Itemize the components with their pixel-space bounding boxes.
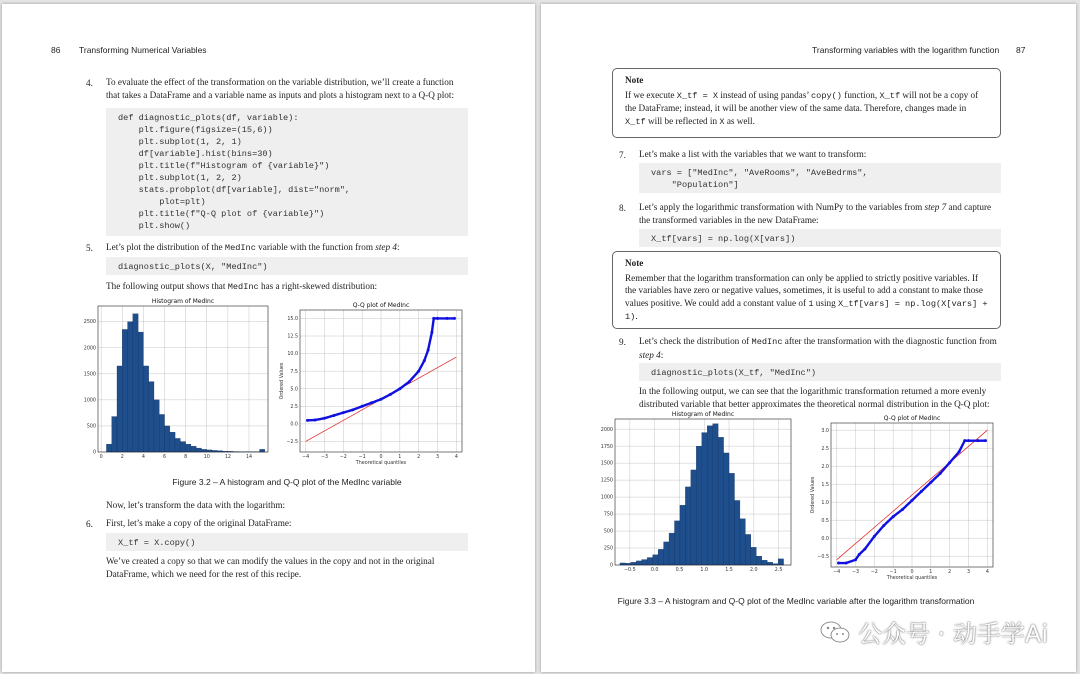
x-tick-label: 2.0 bbox=[749, 568, 758, 573]
y-tick-label: 750 bbox=[603, 512, 613, 518]
histogram-bar bbox=[631, 562, 636, 565]
y-tick-label: 2.0 bbox=[821, 464, 829, 470]
data-point bbox=[873, 535, 876, 538]
data-point bbox=[911, 499, 914, 502]
step-number: 8. bbox=[619, 203, 626, 213]
y-tick-label: −2.5 bbox=[286, 440, 298, 446]
histogram-bar bbox=[718, 437, 723, 565]
data-point bbox=[863, 548, 866, 551]
histogram-bar bbox=[165, 426, 170, 452]
step-text: Let’s check the distribution of MedInc after the transformation with the diagnostic function from step 4: bbox=[639, 336, 997, 360]
x-axis-label: Theoretical quantiles bbox=[355, 461, 407, 466]
code-block: def diagnostic_plots(df, variable): plt.figure(figsize=(15,6)) plt.subplot(1, 2, 1) df[variable].hist(bins=30) plt.title(f"Histogram of {variable}") plt.subplot(1, 2, 2) stats.probplot(df[variable], dist="norm", plot=plt) plt.title(f"Q-Q plot of {variable}") plt.show() bbox=[106, 108, 468, 236]
x-tick-label: 8 bbox=[184, 455, 188, 460]
histogram-bar bbox=[175, 438, 180, 452]
y-tick-label: 2500 bbox=[84, 320, 96, 326]
y-axis-label: Ordered Values bbox=[811, 476, 816, 514]
x-tick-label: 2 bbox=[948, 570, 952, 575]
y-tick-label: 0 bbox=[92, 450, 96, 456]
histogram-bar bbox=[658, 549, 663, 565]
data-point bbox=[389, 393, 392, 396]
histogram-bar bbox=[149, 382, 154, 452]
x-tick-label: 0 bbox=[379, 455, 383, 460]
step-text: Let’s make a list with the variables that we want to transform: bbox=[639, 149, 867, 159]
figure-caption: Figure 3.2 – A histogram and Q-Q plot of the MedInc variable bbox=[172, 477, 402, 487]
histogram-bar bbox=[159, 414, 164, 452]
histogram-bar bbox=[680, 505, 685, 565]
data-point bbox=[432, 317, 435, 320]
histogram-bar bbox=[702, 433, 707, 565]
histogram-bar bbox=[647, 558, 652, 565]
data-point bbox=[314, 419, 317, 422]
y-tick-label: 15.0 bbox=[287, 317, 298, 323]
y-tick-label: 7.5 bbox=[290, 369, 298, 375]
histogram-bar bbox=[729, 473, 734, 565]
histogram-before bbox=[84, 296, 272, 466]
data-point bbox=[417, 370, 420, 373]
histogram-bar bbox=[260, 449, 265, 452]
histogram-bar bbox=[106, 444, 111, 452]
step-text: Let’s plot the distribution of the MedInc variable with the function from step 4: bbox=[106, 242, 400, 253]
y-tick-label: 0.5 bbox=[821, 518, 829, 524]
body-text: The following output shows that MedInc has a right-skewed distribution: bbox=[106, 281, 378, 292]
data-point bbox=[342, 411, 345, 414]
y-tick-label: 1250 bbox=[600, 478, 613, 484]
histogram-bar bbox=[696, 446, 701, 565]
x-tick-label: 0.0 bbox=[650, 568, 659, 573]
x-tick-label: 0.5 bbox=[675, 568, 684, 573]
y-tick-label: 250 bbox=[603, 546, 613, 552]
step-number: 6. bbox=[86, 519, 93, 529]
x-tick-label: 12 bbox=[224, 455, 231, 460]
right-page bbox=[541, 4, 1076, 672]
histogram-bar bbox=[186, 444, 191, 452]
chart-title: Histogram of MedInc bbox=[671, 411, 735, 418]
data-point bbox=[837, 562, 840, 565]
y-tick-label: 5.0 bbox=[290, 387, 298, 393]
y-tick-label: 12.5 bbox=[287, 334, 298, 340]
x-tick-label: 4 bbox=[985, 570, 989, 575]
data-point bbox=[929, 481, 932, 484]
x-tick-label: 2 bbox=[120, 455, 124, 460]
histogram-bar bbox=[180, 442, 185, 452]
histogram-bar bbox=[138, 332, 143, 452]
y-tick-label: 1500 bbox=[600, 461, 613, 467]
y-axis-label: Ordered Values bbox=[280, 362, 285, 400]
y-tick-label: 1750 bbox=[600, 444, 613, 450]
data-point bbox=[948, 461, 951, 464]
data-point bbox=[427, 349, 430, 352]
histogram-bar bbox=[713, 424, 718, 565]
x-tick-label: 10 bbox=[203, 455, 210, 460]
data-point bbox=[361, 405, 364, 408]
data-point bbox=[976, 439, 979, 442]
histogram-bar bbox=[128, 322, 133, 452]
left-page bbox=[2, 4, 535, 672]
y-tick-label: 0 bbox=[609, 563, 613, 569]
histogram-bar bbox=[154, 400, 159, 452]
histogram-bar bbox=[143, 366, 148, 452]
x-tick-label: 0 bbox=[910, 570, 914, 575]
histogram-bar bbox=[691, 470, 696, 565]
histogram-bar bbox=[117, 366, 122, 452]
x-tick-label: 2.5 bbox=[774, 568, 783, 573]
step-text: To evaluate the effect of the transformation on the variable distribution, we’ll create a function that takes a DataFrame and a variable name as inputs and plots a histogram next to a Q-Q plot: bbox=[106, 77, 455, 100]
x-tick-label: −1 bbox=[889, 570, 897, 575]
y-tick-label: 2000 bbox=[600, 427, 613, 433]
wechat-icon bbox=[820, 620, 850, 644]
chart-title: Histogram of MedInc bbox=[151, 298, 215, 305]
x-tick-label: −4 bbox=[833, 570, 841, 575]
data-point bbox=[984, 439, 987, 442]
y-tick-label: 500 bbox=[603, 529, 613, 535]
data-point bbox=[854, 558, 857, 561]
histogram-bar bbox=[112, 417, 117, 452]
x-tick-label: −4 bbox=[302, 455, 310, 460]
chart-title: Q-Q plot of MedInc bbox=[352, 302, 410, 309]
y-tick-label: 1000 bbox=[600, 495, 613, 501]
data-point bbox=[398, 387, 401, 390]
data-point bbox=[453, 317, 456, 320]
qq-plot-after bbox=[801, 409, 1001, 585]
data-point bbox=[423, 359, 426, 362]
data-point bbox=[963, 439, 966, 442]
data-point bbox=[332, 414, 335, 417]
step-number: 9. bbox=[619, 337, 626, 347]
step-text: First, let’s make a copy of the original DataFrame: bbox=[106, 518, 292, 528]
data-point bbox=[939, 472, 942, 475]
x-tick-label: 1.0 bbox=[700, 568, 709, 573]
histogram-bar bbox=[170, 432, 175, 452]
y-tick-label: 1.0 bbox=[821, 500, 829, 506]
y-tick-label: 0.0 bbox=[821, 536, 829, 542]
x-tick-label: −3 bbox=[320, 455, 329, 460]
running-header: Transforming Numerical Variables bbox=[79, 45, 207, 55]
y-tick-label: 1000 bbox=[84, 398, 96, 404]
y-tick-label: 2.5 bbox=[290, 404, 298, 410]
x-axis-label: Theoretical quantiles bbox=[886, 576, 938, 581]
histogram-bar bbox=[685, 487, 690, 565]
y-tick-label: −0.5 bbox=[817, 554, 829, 560]
data-point bbox=[436, 317, 439, 320]
histogram-bar bbox=[740, 519, 745, 565]
data-point bbox=[370, 401, 373, 404]
page-number: 86 bbox=[51, 45, 61, 55]
x-tick-label: 1 bbox=[398, 455, 402, 460]
x-tick-label: −2 bbox=[339, 455, 347, 460]
body-text: Now, let’s transform the data with the logarithm: bbox=[106, 500, 286, 510]
code-block: vars = ["MedInc", "AveRooms", "AveBedrms", "Population"] bbox=[639, 163, 1001, 193]
histogram-after bbox=[599, 409, 797, 581]
y-tick-label: 0.0 bbox=[290, 422, 298, 428]
x-tick-label: 4 bbox=[454, 455, 458, 460]
x-tick-label: 2 bbox=[417, 455, 421, 460]
histogram-bar bbox=[767, 562, 772, 565]
code-block: X_tf[vars] = np.log(X[vars]) bbox=[639, 229, 1001, 247]
x-tick-label: 6 bbox=[162, 455, 167, 460]
watermark bbox=[820, 614, 1048, 649]
note-box: Note Remember that the logarithm transformation can only be applied to strictly positive variables. If the variables have zero or negative values, sometimes, it is useful to add a constant to make those values positive. We could add a constant value of 1 using X_tf[vars] = np.log(X[vars] + 1). bbox=[612, 251, 1001, 329]
histogram-bar bbox=[674, 521, 679, 565]
data-point bbox=[967, 439, 970, 442]
histogram-bar bbox=[778, 559, 783, 565]
data-point bbox=[351, 408, 354, 411]
step-number: 4. bbox=[86, 78, 93, 88]
page-number: 87 bbox=[1016, 45, 1026, 55]
x-tick-label: 4 bbox=[141, 455, 145, 460]
y-tick-label: 2.5 bbox=[821, 446, 829, 452]
data-point bbox=[306, 419, 309, 422]
histogram-bar bbox=[664, 542, 669, 565]
note-box: Note If we execute X_tf = X instead of using pandas’ copy() function, X_tf will not be a copy of the DataFrame; instead, it will be another view of the same data. Therefore, changes made in X_tf will be reflected in X as well. bbox=[612, 68, 1001, 138]
data-point bbox=[901, 508, 904, 511]
data-point bbox=[445, 317, 448, 320]
histogram-bar bbox=[751, 547, 756, 565]
x-tick-label: −1 bbox=[358, 455, 366, 460]
step-text: Let’s apply the logarithmic transformation with NumPy to the variables from step 7 and capture the transformed variables in the new DataFrame: bbox=[639, 202, 992, 225]
histogram-bar bbox=[724, 453, 729, 565]
watermark-text: 公众号 · 动手学Ai bbox=[858, 620, 1048, 648]
histogram-bar bbox=[653, 555, 658, 565]
figure-caption: Figure 3.3 – A histogram and Q-Q plot of the MedInc variable after the logarithm transformation bbox=[617, 596, 975, 606]
data-point bbox=[958, 450, 961, 453]
histogram-bar bbox=[636, 561, 641, 565]
y-tick-label: 500 bbox=[86, 424, 96, 430]
histogram-bar bbox=[642, 560, 647, 565]
x-tick-label: 1 bbox=[929, 570, 933, 575]
data-point bbox=[430, 331, 433, 334]
histogram-bar bbox=[201, 449, 206, 452]
y-tick-label: 1.5 bbox=[821, 482, 829, 488]
x-tick-label: −2 bbox=[870, 570, 878, 575]
y-tick-label: 3.0 bbox=[821, 428, 829, 434]
y-tick-label: 1500 bbox=[84, 372, 96, 378]
note-title: Note bbox=[625, 75, 644, 85]
histogram-bar bbox=[707, 426, 712, 565]
x-tick-label: 14 bbox=[245, 455, 253, 460]
body-text: We’ve created a copy so that we can modify the values in the copy and not in the original DataFrame, which we need for the rest of this recipe. bbox=[106, 556, 435, 579]
histogram-bar bbox=[620, 563, 625, 565]
histogram-bar bbox=[669, 533, 674, 565]
histogram-bar bbox=[196, 448, 201, 452]
histogram-bar bbox=[745, 534, 750, 565]
data-point bbox=[380, 398, 383, 401]
x-tick-label: −3 bbox=[851, 570, 860, 575]
x-tick-label: 3 bbox=[435, 455, 440, 460]
x-tick-label: 0 bbox=[99, 455, 103, 460]
code-block: diagnostic_plots(X, "MedInc") bbox=[106, 257, 468, 275]
histogram-bar bbox=[756, 556, 761, 565]
x-tick-label: −0.5 bbox=[624, 568, 636, 573]
data-point bbox=[858, 553, 861, 556]
qq-plot-before bbox=[270, 296, 470, 470]
histogram-bar bbox=[762, 560, 767, 565]
histogram-bar bbox=[133, 314, 138, 452]
code-block: X_tf = X.copy() bbox=[106, 533, 468, 551]
histogram-bar bbox=[734, 500, 739, 565]
y-tick-label: 2000 bbox=[84, 346, 96, 352]
step-number: 7. bbox=[619, 150, 626, 160]
histogram-bar bbox=[191, 446, 196, 452]
y-tick-label: 10.0 bbox=[287, 352, 298, 358]
data-point bbox=[892, 515, 895, 518]
code-block: diagnostic_plots(X_tf, "MedInc") bbox=[639, 363, 1001, 381]
data-point bbox=[845, 562, 848, 565]
data-point bbox=[408, 380, 411, 383]
note-title: Note bbox=[625, 258, 644, 268]
data-point bbox=[920, 490, 923, 493]
x-tick-label: 3 bbox=[966, 570, 971, 575]
x-tick-label: 1.5 bbox=[725, 568, 733, 573]
body-text: In the following output, we can see that the logarithmic transformation returned a more evenly distributed variable that better approximates the theoretical normal distribution in the Q-Q plot: bbox=[639, 386, 990, 409]
data-point bbox=[323, 417, 326, 420]
histogram-bar bbox=[207, 450, 212, 452]
chart-title: Q-Q plot of MedInc bbox=[883, 415, 941, 422]
histogram-bar bbox=[122, 329, 127, 452]
running-header: Transforming variables with the logarithm function bbox=[812, 45, 1000, 55]
data-point bbox=[882, 524, 885, 527]
step-number: 5. bbox=[86, 243, 93, 253]
